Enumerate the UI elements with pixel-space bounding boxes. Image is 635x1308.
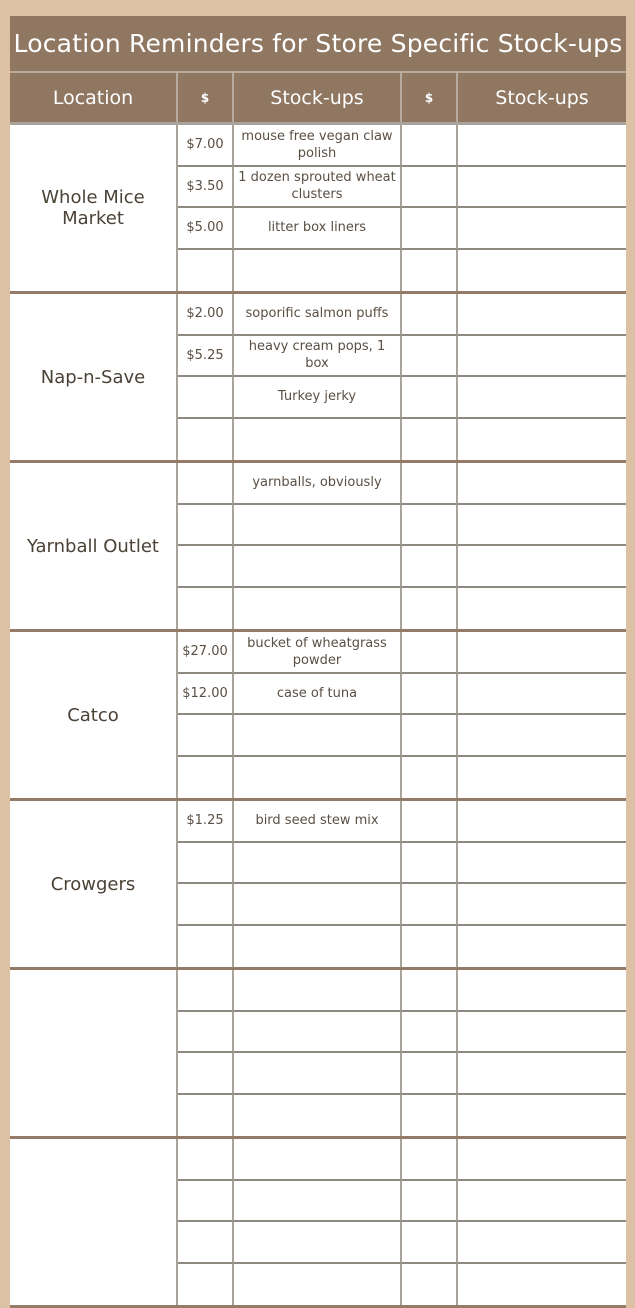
stockup-cell[interactable]: case of tuna bbox=[234, 674, 402, 716]
page-title: Location Reminders for Store Specific Stock-ups bbox=[10, 16, 626, 73]
price-cell[interactable] bbox=[178, 1139, 234, 1181]
stockup-cell[interactable] bbox=[234, 970, 402, 1012]
stockup-cell[interactable] bbox=[234, 546, 402, 588]
price-cell[interactable] bbox=[178, 715, 234, 757]
location-group bbox=[10, 970, 626, 1139]
price-cell-2[interactable] bbox=[402, 167, 458, 209]
location-name[interactable]: Whole Mice Market bbox=[10, 125, 178, 291]
stockup-cell-2[interactable] bbox=[458, 336, 626, 378]
price-cell-2[interactable] bbox=[402, 1012, 458, 1054]
price-cell-2[interactable] bbox=[402, 674, 458, 716]
stockup-cell[interactable]: soporific salmon puffs bbox=[234, 294, 402, 336]
price-cell[interactable] bbox=[178, 377, 234, 419]
stockup-cell-2[interactable] bbox=[458, 674, 626, 716]
stockup-cell[interactable] bbox=[234, 1012, 402, 1054]
stockup-cell[interactable] bbox=[234, 1181, 402, 1223]
stockup-cell[interactable]: yarnballs, obviously bbox=[234, 463, 402, 505]
stockup-cell[interactable] bbox=[234, 588, 402, 630]
stockup-cell[interactable] bbox=[234, 843, 402, 885]
stockup-cell-2[interactable] bbox=[458, 125, 626, 167]
location-name[interactable]: Nap-n-Save bbox=[10, 294, 178, 460]
location-group bbox=[10, 294, 626, 463]
price-cell[interactable]: $2.00 bbox=[178, 294, 234, 336]
stockup-cell[interactable] bbox=[234, 757, 402, 799]
price-cell-2[interactable] bbox=[402, 715, 458, 757]
stockup-cell-2[interactable] bbox=[458, 715, 626, 757]
stockup-cell-2[interactable] bbox=[458, 250, 626, 292]
header-price-2: $ bbox=[402, 73, 458, 122]
price-cell-2[interactable] bbox=[402, 1139, 458, 1181]
stockup-cell[interactable]: litter box liners bbox=[234, 208, 402, 250]
stock-up-sheet bbox=[10, 16, 626, 1308]
stockup-cell-2[interactable] bbox=[458, 505, 626, 547]
header-stockups-1: Stock-ups bbox=[234, 73, 402, 122]
stockup-cell[interactable] bbox=[234, 1053, 402, 1095]
price-cell[interactable] bbox=[178, 1222, 234, 1264]
location-name[interactable] bbox=[10, 970, 178, 1136]
stockup-cell-2[interactable] bbox=[458, 970, 626, 1012]
header-stockups-2: Stock-ups bbox=[495, 86, 589, 109]
price-cell-2[interactable] bbox=[402, 1264, 458, 1306]
location-group bbox=[10, 1139, 626, 1308]
price-cell[interactable] bbox=[178, 1053, 234, 1095]
price-cell[interactable] bbox=[178, 843, 234, 885]
location-group bbox=[10, 125, 626, 294]
column-headers bbox=[10, 73, 626, 125]
stockup-cell-2[interactable] bbox=[458, 167, 626, 209]
stockup-cell[interactable]: bird seed stew mix bbox=[234, 801, 402, 843]
stockup-cell-2[interactable] bbox=[458, 801, 626, 843]
price-cell[interactable] bbox=[178, 926, 234, 968]
price-cell[interactable] bbox=[178, 1264, 234, 1306]
location-groups bbox=[10, 125, 626, 1308]
price-cell-2[interactable] bbox=[402, 1222, 458, 1264]
stockup-cell[interactable]: Turkey jerky bbox=[234, 377, 402, 419]
stockup-cell[interactable] bbox=[234, 1264, 402, 1306]
price-cell[interactable]: $1.25 bbox=[178, 801, 234, 843]
stockup-cell-2[interactable] bbox=[458, 1181, 626, 1223]
stockup-cell-2[interactable] bbox=[458, 1053, 626, 1095]
stockup-cell[interactable] bbox=[234, 1095, 402, 1137]
price-cell-2[interactable] bbox=[402, 970, 458, 1012]
price-cell-2[interactable] bbox=[402, 843, 458, 885]
price-cell-2[interactable] bbox=[402, 505, 458, 547]
stockup-cell[interactable]: mouse free vegan claw polish bbox=[234, 125, 402, 167]
price-cell-2[interactable] bbox=[402, 250, 458, 292]
location-group bbox=[10, 632, 626, 801]
price-cell[interactable] bbox=[178, 419, 234, 461]
location-name[interactable]: Crowgers bbox=[10, 801, 178, 967]
header-location: Location bbox=[10, 73, 178, 122]
price-cell-2[interactable] bbox=[402, 632, 458, 674]
header-price-1: $ bbox=[178, 73, 234, 122]
price-cell[interactable]: $5.25 bbox=[178, 336, 234, 378]
stockup-cell-2[interactable] bbox=[458, 884, 626, 926]
stockup-cell-2[interactable] bbox=[458, 377, 626, 419]
price-cell-2[interactable] bbox=[402, 801, 458, 843]
stockup-cell-2[interactable] bbox=[458, 463, 626, 505]
price-cell[interactable]: $5.00 bbox=[178, 208, 234, 250]
price-cell[interactable] bbox=[178, 505, 234, 547]
price-cell-2[interactable] bbox=[402, 336, 458, 378]
price-cell[interactable] bbox=[178, 1095, 234, 1137]
price-cell[interactable] bbox=[178, 588, 234, 630]
stockup-cell[interactable] bbox=[234, 505, 402, 547]
price-cell[interactable] bbox=[178, 970, 234, 1012]
location-group bbox=[10, 463, 626, 632]
price-cell[interactable] bbox=[178, 1012, 234, 1054]
price-cell[interactable] bbox=[178, 884, 234, 926]
price-cell-2[interactable] bbox=[402, 1181, 458, 1223]
stockup-cell-2[interactable] bbox=[458, 294, 626, 336]
stockup-cell-2[interactable] bbox=[458, 1095, 626, 1137]
stockup-cell[interactable] bbox=[234, 1222, 402, 1264]
stockup-cell[interactable] bbox=[234, 250, 402, 292]
stockup-cell[interactable] bbox=[234, 884, 402, 926]
price-cell-2[interactable] bbox=[402, 463, 458, 505]
location-name[interactable] bbox=[10, 1139, 178, 1305]
location-group bbox=[10, 801, 626, 970]
price-cell[interactable]: $12.00 bbox=[178, 674, 234, 716]
price-cell-2[interactable] bbox=[402, 546, 458, 588]
price-cell[interactable]: $27.00 bbox=[178, 632, 234, 674]
price-cell[interactable]: $7.00 bbox=[178, 125, 234, 167]
stockup-cell-2[interactable] bbox=[458, 926, 626, 968]
price-cell-2[interactable] bbox=[402, 208, 458, 250]
price-cell-2[interactable] bbox=[402, 419, 458, 461]
price-cell-2[interactable] bbox=[402, 1053, 458, 1095]
price-cell-2[interactable] bbox=[402, 588, 458, 630]
stockup-cell-2[interactable] bbox=[458, 419, 626, 461]
price-cell-2[interactable] bbox=[402, 926, 458, 968]
price-cell-2[interactable] bbox=[402, 1095, 458, 1137]
stockup-cell-2[interactable] bbox=[458, 632, 626, 674]
price-cell-2[interactable] bbox=[402, 757, 458, 799]
price-cell-2[interactable] bbox=[402, 884, 458, 926]
stockup-cell-2[interactable] bbox=[458, 1222, 626, 1264]
price-cell[interactable] bbox=[178, 1181, 234, 1223]
price-cell[interactable]: $3.50 bbox=[178, 167, 234, 209]
price-cell-2[interactable] bbox=[402, 377, 458, 419]
stockup-cell-2[interactable] bbox=[458, 588, 626, 630]
stockup-cell-2[interactable] bbox=[458, 843, 626, 885]
stockup-cell-2[interactable] bbox=[458, 1264, 626, 1306]
stockup-cell[interactable] bbox=[234, 715, 402, 757]
price-cell[interactable] bbox=[178, 463, 234, 505]
stockup-cell-2[interactable] bbox=[458, 1139, 626, 1181]
stockup-cell[interactable] bbox=[234, 926, 402, 968]
stockup-cell-2[interactable] bbox=[458, 757, 626, 799]
location-name[interactable]: Catco bbox=[10, 632, 178, 798]
stockup-cell-2[interactable] bbox=[458, 208, 626, 250]
location-name[interactable]: Yarnball Outlet bbox=[10, 463, 178, 629]
price-cell[interactable] bbox=[178, 546, 234, 588]
stockup-cell[interactable] bbox=[234, 1139, 402, 1181]
stockup-cell[interactable]: 1 dozen sprouted wheat clusters bbox=[234, 167, 402, 209]
price-cell-2[interactable] bbox=[402, 125, 458, 167]
stockup-cell-2[interactable] bbox=[458, 1012, 626, 1054]
stockup-cell-2[interactable] bbox=[458, 546, 626, 588]
stockup-cell[interactable] bbox=[234, 419, 402, 461]
stockup-cell[interactable]: bucket of wheatgrass powder bbox=[234, 632, 402, 674]
price-cell[interactable] bbox=[178, 250, 234, 292]
price-cell-2[interactable] bbox=[402, 294, 458, 336]
stockup-cell[interactable]: heavy cream pops, 1 box bbox=[234, 336, 402, 378]
price-cell[interactable] bbox=[178, 757, 234, 799]
